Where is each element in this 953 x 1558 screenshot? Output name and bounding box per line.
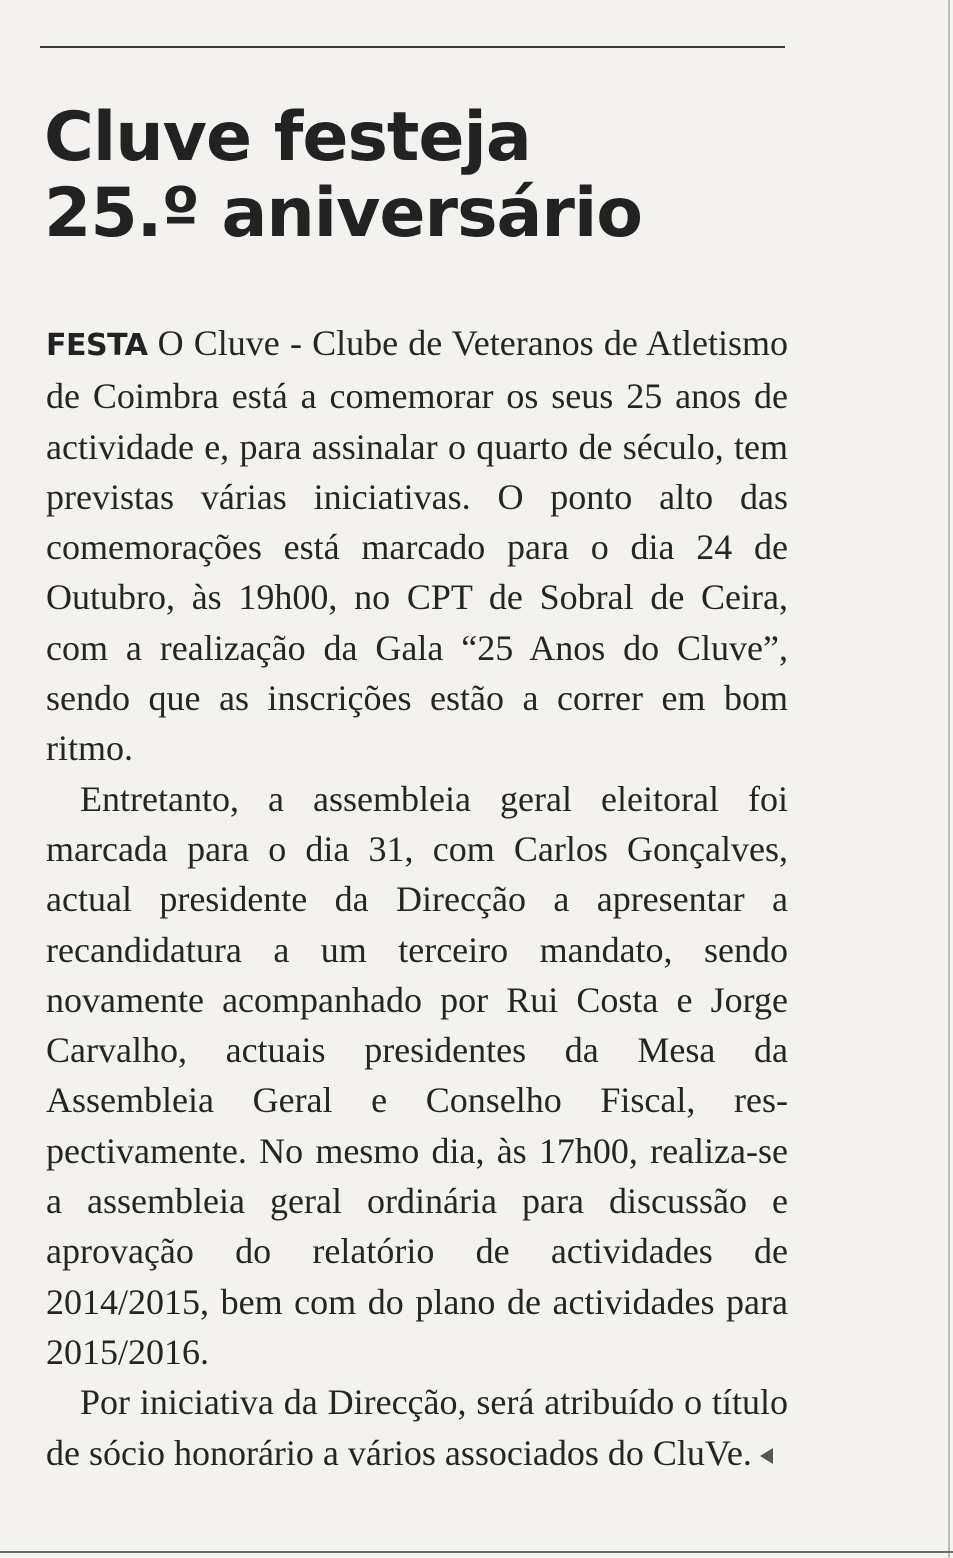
kicker: FESTA [46, 328, 148, 363]
paragraph-3-text: Por iniciativa da Direcção, será atribuído o título de sócio honorário a vários associados do CluVe. [46, 1382, 788, 1473]
paragraph-1-text: O Cluve - Clube de Veteranos de Atletismo de Coimbra está a comemorar os seus 25 anos de actividade e, para assinalar o quarto de século, tem previstas várias iniciativas. O ponto alto das comemorações está marcado para o dia 24 de Outubro, às 19h00, no CPT de Sobral de Ceira, com a realização da Gala “25 Anos do Cluve”, sendo que as inscrições estão a correr em bom ritmo. [46, 323, 789, 769]
article-paragraph-3 [46, 1377, 788, 1478]
headline-line-2: 25.º aniversário [44, 174, 642, 253]
headline-line-1: Cluve festeja [44, 98, 531, 177]
article-paragraph-2: Entretanto, a assembleia geral eleitoral foi marcada para o dia 31, com Carlos Gonçalves, actual presidente da Direcção a apresentar a recandidatura a um terceiro mandato, sendo novamente acompanhado por Rui Costa e Jorge Carvalho, actuais presidentes da Mesa da Assembleia Geral e Conselho Fiscal, respectivamente. No mesmo dia, às 17h00, realiza-se a assembleia geral ordinária para discussão e aprovação do relatório de actividades de 2014/2015, bem com do plano de actividades para 2015/2016. [46, 778, 788, 1372]
bottom-rule [0, 1551, 953, 1553]
article-paragraph-1 [46, 318, 788, 774]
headline [44, 100, 784, 252]
end-of-article-icon [760, 1448, 773, 1464]
top-rule [40, 46, 785, 48]
page-edge-rule [948, 0, 950, 1558]
article-body [46, 318, 788, 1478]
